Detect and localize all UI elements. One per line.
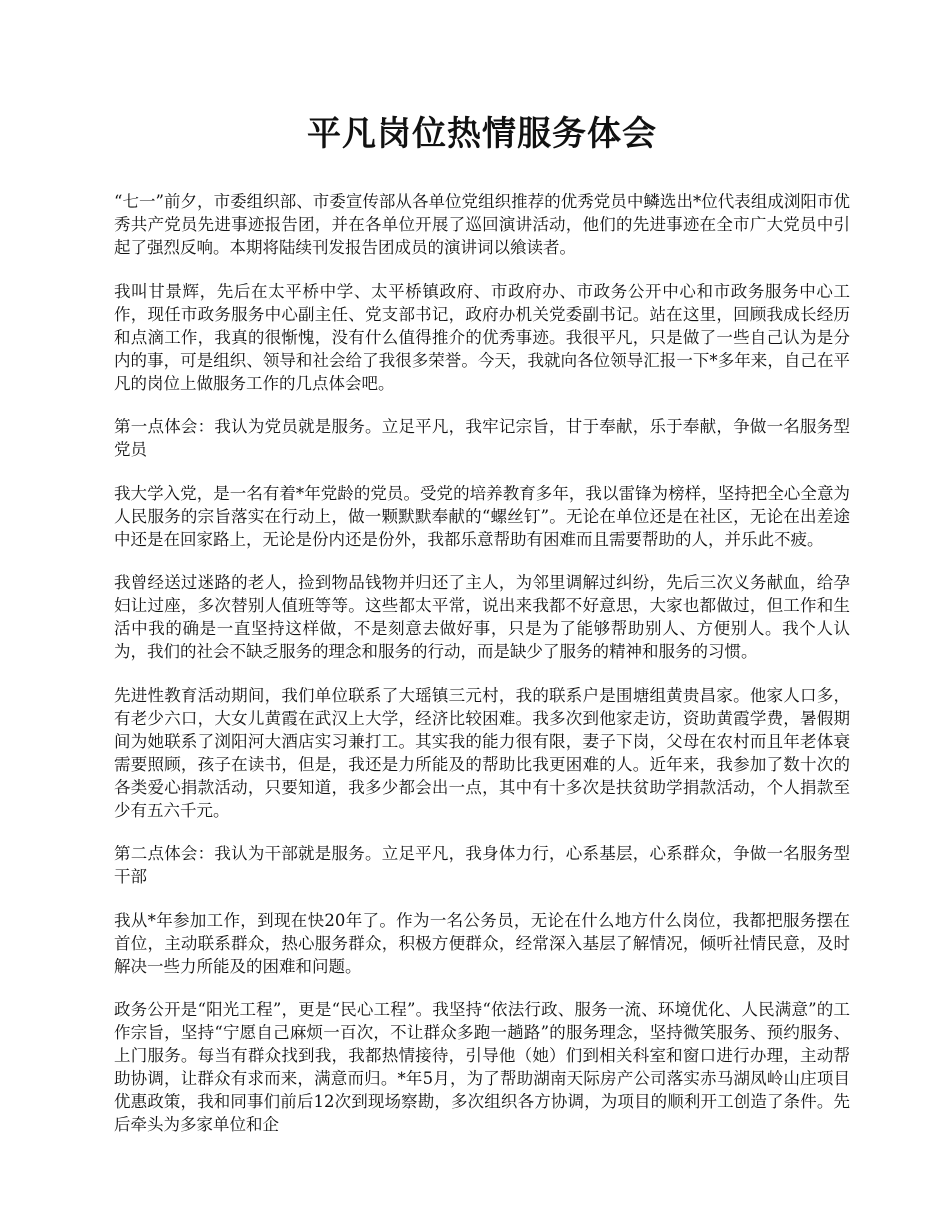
document-title: 平凡岗位热情服务体会 <box>307 114 657 154</box>
paragraph-poverty-assistance: 先进性教育活动期间，我们单位联系了大瑶镇三元村，我的联系户是围塘组黄贵昌家。他家人口多，有老少六口，大女儿黄霞在武汉上大学，经济比较困难。我多次到他家走访，资助黄霞学费，暑假期间为她联系了浏阳河大酒店实习兼打工。其实我的能力很有限，妻子下岗，父母在农村而且年老体衰需要照顾，孩子在读书，但是，我还是力所能及的帮助比我更困难的人。近年来，我参加了数十次的各类爱心捐款活动，只要知道，我多少都会出一点，其中有十多次是扶贫助学捐款活动，个人捐款至少有五六千元。 <box>114 685 850 820</box>
paragraph-first-point-heading: 第一点体会：我认为党员就是服务。立足平凡，我牢记宗旨，甘于奉献，乐于奉献，争做一名服务型党员 <box>114 417 850 459</box>
paragraph-second-point-heading: 第二点体会：我认为干部就是服务。立足平凡，我身体力行，心系基层，心系群众，争做一名服务型干部 <box>114 844 850 886</box>
paragraph-government-transparency: 政务公开是“阳光工程”，更是“民心工程”。我坚持“依法行政、服务一流、环境优化、人民满意”的工作宗旨，坚持“宁愿自己麻烦一百次，不让群众多跑一趟路”的服务理念，坚持微笑服务、预约服务、上门服务。每当有群众找到我，我都热情接待，引导他（她）们到相关科室和窗口进行办理，主动帮助协调，让群众有求而来，满意而归。*年5月，为了帮助湖南天际房产公司落实赤马湖凤岭山庄项目优惠政策，我和同事们前后12次到现场察勘，多次组织各方协调，为项目的顺利开工创造了条件。先后牵头为多家单位和企 <box>114 1000 850 1134</box>
paragraph-civil-service: 我从*年参加工作，到现在快20年了。作为一名公务员，无论在什么地方什么岗位，我都把服务摆在首位，主动联系群众，热心服务群众，积极方便群众，经常深入基层了解情况，倾听社情民意，及时解决一些力所能及的困难和问题。 <box>114 910 850 976</box>
document-page <box>114 110 850 1157</box>
paragraph-good-deeds: 我曾经送过迷路的老人，捡到物品钱物并归还了主人，为邻里调解过纠纷，先后三次义务献血，给孕妇让过座，多次替别人值班等等。这些都太平常，说出来我都不好意思，大家也都做过，但工作和生活中我的确是一直坚持这样做，不是刻意去做好事，只是为了能够帮助别人、方便别人。我个人认为，我们的社会不缺乏服务的理念和服务的行动，而是缺少了服务的精神和服务的习惯。 <box>114 573 850 661</box>
paragraph-party-membership: 我大学入党，是一名有着*年党龄的党员。受党的培养教育多年，我以雷锋为榜样，坚持把全心全意为人民服务的宗旨落实在行动上，做一颗默默奉献的“螺丝钉”。无论在单位还是在社区，无论在出差途中还是在回家路上，无论是份内还是份外，我都乐意帮助有困难而且需要帮助的人，并乐此不疲。 <box>114 483 850 549</box>
paragraph-self-introduction: 我叫甘景辉，先后在太平桥中学、太平桥镇政府、市政府办、市政务公开中心和市政务服务中心工作，现任市政务服务中心副主任、党支部书记，政府办机关党委副书记。站在这里，回顾我成长经历和点滴工作，我真的很惭愧，没有什么值得推介的优秀事迹。我很平凡，只是做了一些自己认为是分内的事，可是组织、领导和社会给了我很多荣誉。今天，我就向各位领导汇报一下*多年来，自己在平凡的岗位上做服务工作的几点体会吧。 <box>114 281 850 393</box>
paragraph-intro: “七一”前夕，市委组织部、市委宣传部从各单位党组织推荐的优秀党员中鳞选出*位代表组成浏阳市优秀共产党员先进事迹报告团，并在各单位开展了巡回演讲活动，他们的先进事迹在全市广大党员中引起了强烈反响。本期将陆续刊发报告团成员的演讲词以飨读者。 <box>114 192 850 257</box>
